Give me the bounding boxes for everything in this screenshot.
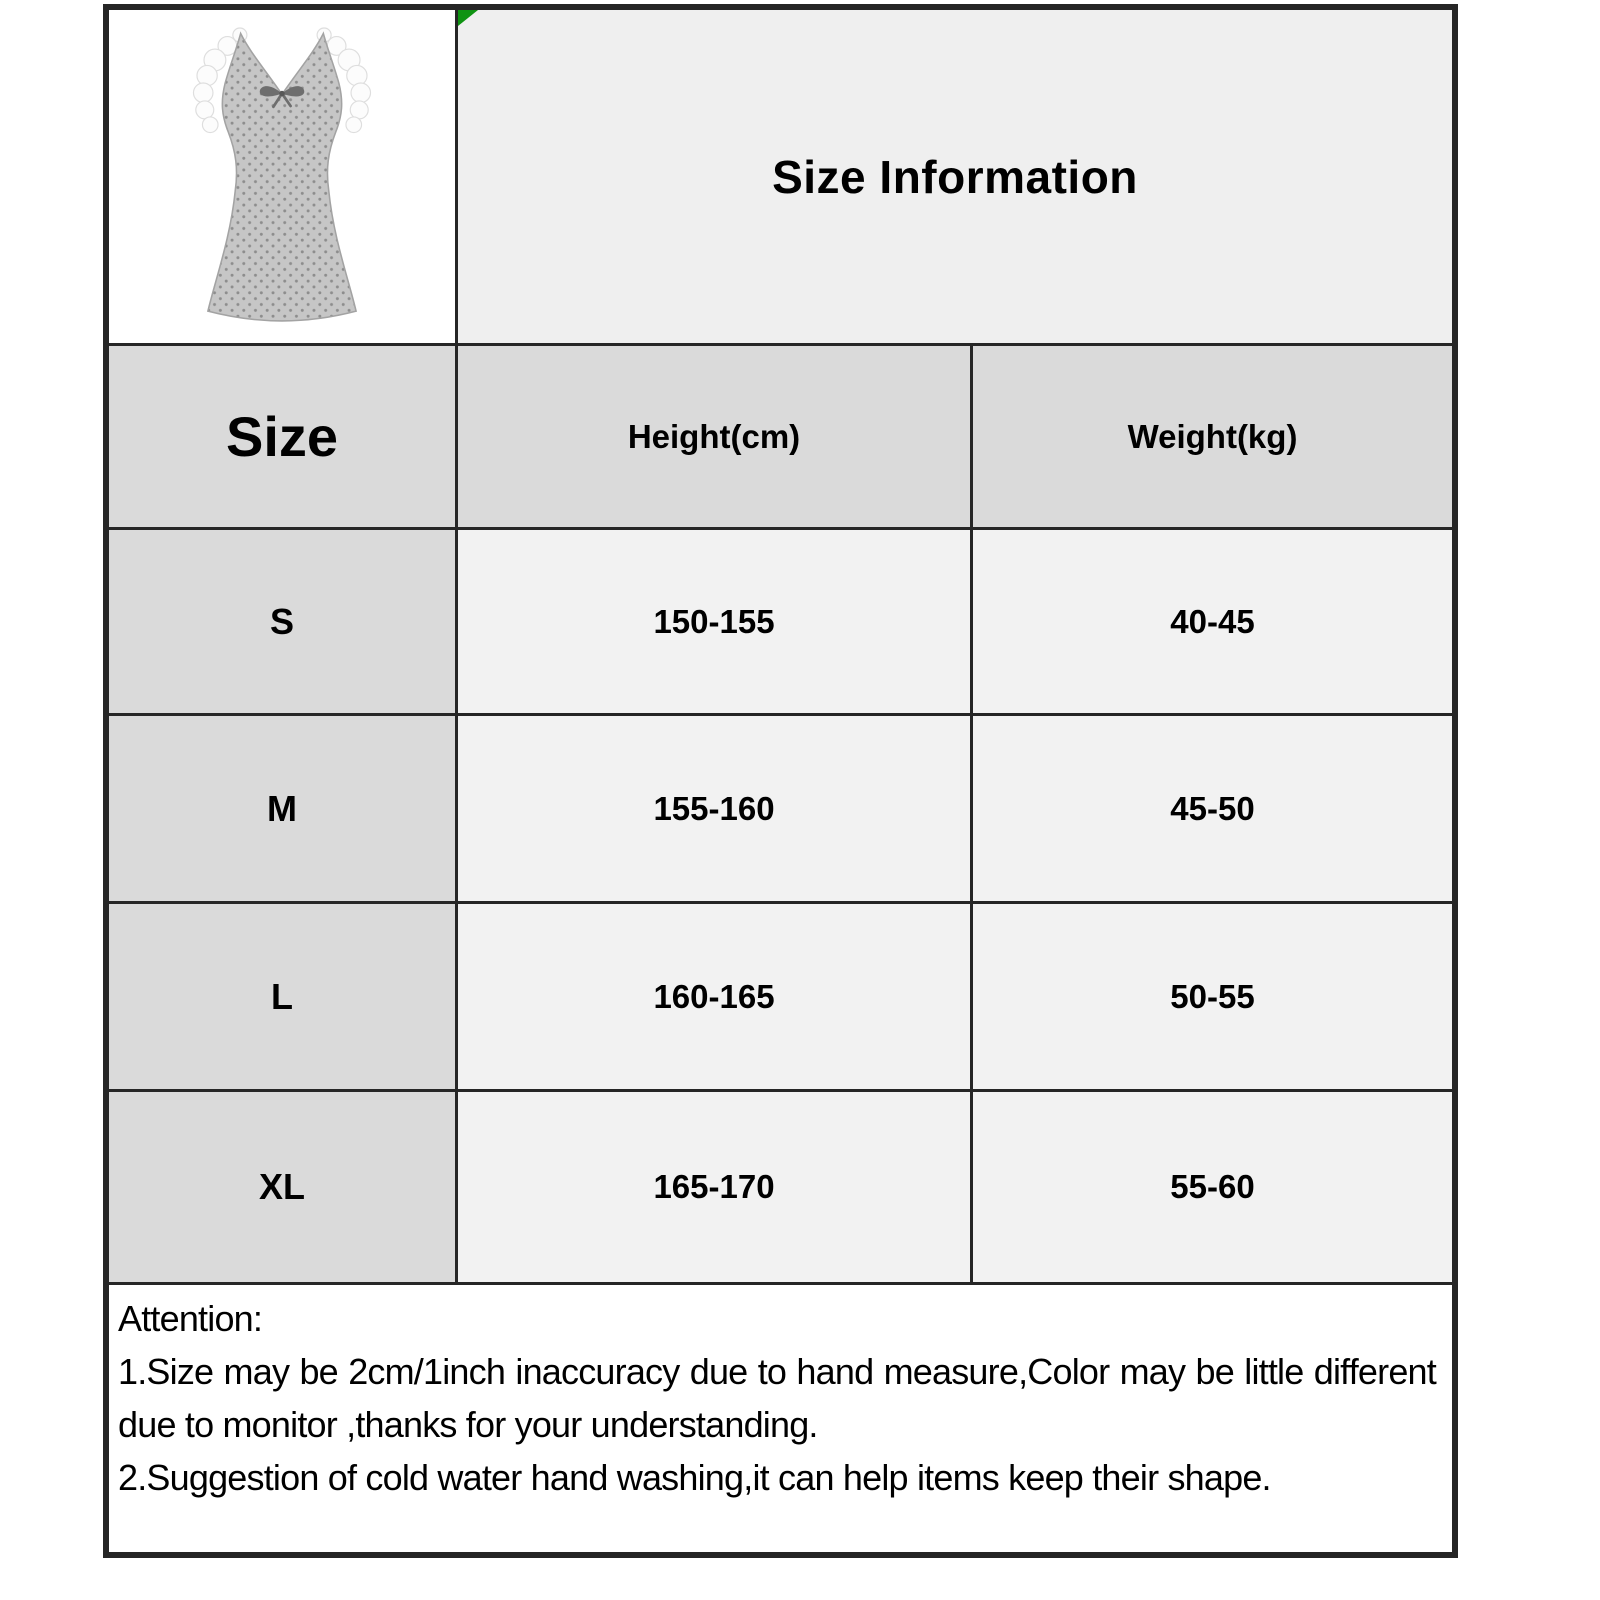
page-title: Size Information (772, 150, 1138, 203)
attention-note-2: 2.Suggestion of cold water hand washing,it can help items keep their shape. (118, 1456, 1271, 1498)
size-chart-table (103, 4, 1458, 1558)
row-m-weight-value: 45-50 (973, 716, 1452, 904)
row-s-weight-value: 40-45 (973, 530, 1452, 716)
column-header-weight: Weight(kg) (973, 346, 1452, 530)
row-xl-size-label: XL (109, 1092, 458, 1285)
row-m-height-value: 155-160 (458, 716, 973, 904)
green-corner-marker (458, 10, 478, 26)
row-l-size-label: L (109, 904, 458, 1092)
attention-heading: Attention: (118, 1298, 263, 1339)
polka-dot-dress-icon (146, 21, 418, 333)
attention-note-1: 1.Size may be 2cm/1inch inaccuracy due to hand measure,Color may be little different due to monitor ,thanks for your understanding. (118, 1350, 1436, 1445)
dress-body (208, 33, 356, 320)
row-l-weight-value: 50-55 (973, 904, 1452, 1092)
row-m-size-label: M (109, 716, 458, 904)
attention-section (109, 1285, 1452, 1552)
row-l-height-value: 160-165 (458, 904, 973, 1092)
size-information-title-cell (458, 10, 1452, 346)
product-image-cell (109, 10, 458, 346)
row-xl-height-value: 165-170 (458, 1092, 973, 1285)
row-s-size-label: S (109, 530, 458, 716)
column-header-size: Size (109, 346, 458, 530)
row-s-height-value: 150-155 (458, 530, 973, 716)
column-header-height: Height(cm) (458, 346, 973, 530)
row-xl-weight-value: 55-60 (973, 1092, 1452, 1285)
